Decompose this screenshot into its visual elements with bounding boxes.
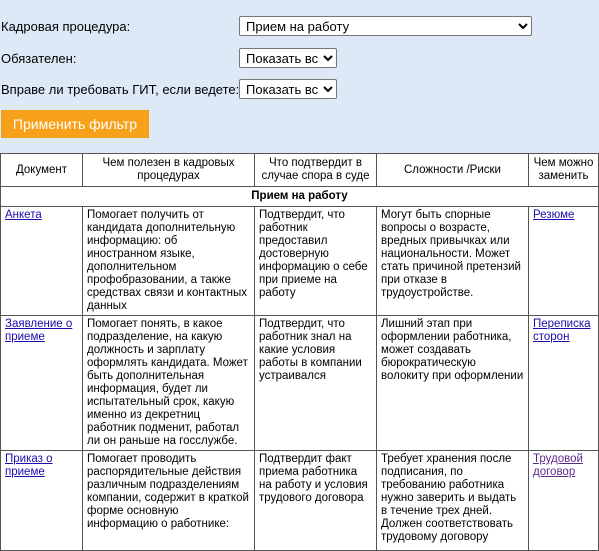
cell-risks: Требует хранения после подписания, по требованию работника нужно заверить и выдать в течение трех дней. Должен соответствовать трудовому договору [377, 451, 529, 551]
replace-link-resume[interactable]: Резюме [533, 209, 575, 221]
documents-table [0, 153, 599, 551]
required-filter-label: Обязателен: [1, 51, 77, 66]
procedure-select[interactable] [239, 16, 532, 36]
cell-proof: Подтвердит факт приема работника на работу и условия трудового договора [255, 451, 377, 551]
procedure-filter-label: Кадровая процедура: [1, 19, 131, 34]
replace-link-contract[interactable]: Трудовой договор [533, 453, 583, 478]
document-link-order[interactable]: Приказ о приеме [5, 453, 53, 478]
cell-benefit: Помогает проводить распорядительные действия различным подразделениям компании, содержит в краткой форме основную информацию о работнике: [83, 451, 255, 551]
header-proof: Что подтвердит в случае спора в суде [255, 154, 377, 187]
cell-benefit: Помогает получить от кандидата дополнительную информацию: об иностранном языке, дополнительном профобразовании, а также средствах связи и контактных данных [83, 207, 255, 316]
header-replace: Чем можно заменить [529, 154, 599, 187]
header-benefit: Чем полезен в кадровых процедурах [83, 154, 255, 187]
cell-risks: Лишний этап при оформлении работника, может создавать бюрократическую волокиту при оформлении [377, 316, 529, 451]
cell-proof: Подтвердит, что работник предоставил достоверную информацию о себе при приеме на работу [255, 207, 377, 316]
header-risks: Сложности /Риски [377, 154, 529, 187]
git-filter-label: Вправе ли требовать ГИТ, если ведете: [1, 82, 240, 97]
section-title: Прием на работу [1, 187, 599, 207]
document-link-application[interactable]: Заявление о приеме [5, 318, 73, 343]
document-link-anketa[interactable]: Анкета [5, 209, 42, 221]
table-row [1, 316, 599, 451]
table-row [1, 207, 599, 316]
replace-link-correspondence[interactable]: Переписка сторон [533, 318, 591, 343]
header-document: Документ [1, 154, 83, 187]
table-header-row [1, 154, 599, 187]
cell-risks: Могут быть спорные вопросы о возрасте, вредных привычках или национальности. Может стать причиной претензий при отказе в трудоустройстве. [377, 207, 529, 316]
cell-benefit: Помогает понять, в какое подразделение, на какую должность и зарплату оформлять кандидата. Может быть дополнительная информация, будет ли испытательный срок, какую именно из декретниц работник подменит, работал ли он раньше на госслужбе. [83, 316, 255, 451]
section-row [1, 187, 599, 207]
apply-filter-button[interactable]: Применить фильтр [1, 110, 149, 138]
cell-proof: Подтвердит, что работник знал на какие условия работы в компании устраивался [255, 316, 377, 451]
required-select[interactable] [239, 48, 337, 68]
git-select[interactable] [239, 79, 337, 99]
